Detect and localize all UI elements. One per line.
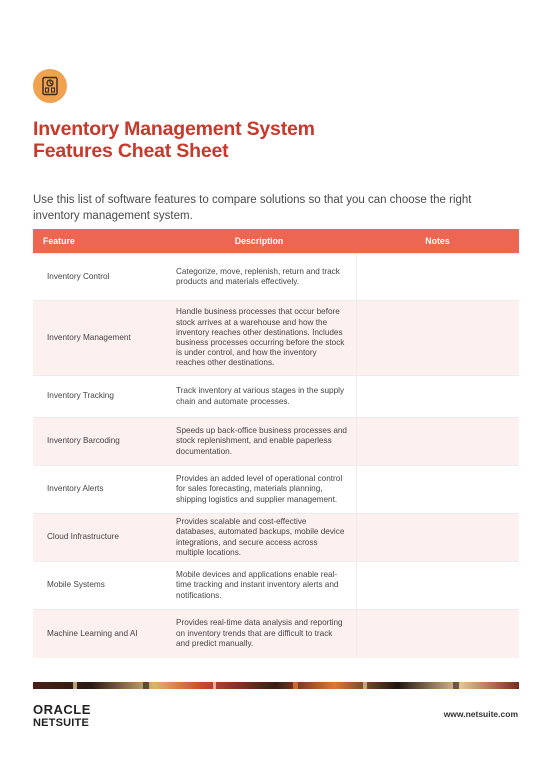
feature-cell: Inventory Control (33, 254, 162, 301)
notes-cell[interactable] (356, 610, 519, 658)
description-cell: Provides real-time data analysis and reporting on inventory trends that are difficult to track and predict manually. (162, 610, 356, 658)
page-title (33, 118, 315, 162)
oracle-netsuite-logo (33, 703, 91, 730)
page-title-line-2: Features Cheat Sheet (33, 140, 229, 162)
description-cell: Provides an added level of operational control for sales forecasting, materials planning, shipping logistics and supplier management. (162, 466, 356, 514)
description-cell: Handle business processes that occur before stock arrives at a warehouse and how the inventory reaches other destinations. Includes business processes occurring before the stock is under control, and how the inventory reaches other destinations. (162, 301, 356, 376)
notes-cell[interactable] (356, 514, 519, 562)
intro-paragraph: Use this list of software features to compare solutions so that you can choose the right inventory management system. (33, 194, 472, 222)
notes-cell[interactable] (356, 254, 519, 301)
table-row (33, 418, 519, 466)
feature-cell: Inventory Alerts (33, 466, 162, 514)
feature-cell: Inventory Management (33, 301, 162, 376)
feature-cell: Machine Learning and AI (33, 610, 162, 658)
logo-line-netsuite: NETSUITE (33, 717, 89, 729)
description-cell: Track inventory at various stages in the supply chain and automate processes. (162, 376, 356, 418)
feature-cell: Mobile Systems (33, 562, 162, 610)
column-header-feature: Feature (33, 229, 162, 254)
table-row (33, 301, 519, 376)
column-header-description: Description (162, 229, 356, 254)
table-row (33, 562, 519, 610)
description-cell: Provides scalable and cost-effective databases, automated backups, mobile device integrations, and secure access across multiple locations. (162, 514, 356, 562)
table-row (33, 466, 519, 514)
notes-cell[interactable] (356, 562, 519, 610)
features-table (33, 229, 519, 658)
table-row (33, 376, 519, 418)
document-chart-icon-graphic (40, 76, 60, 96)
table-row (33, 610, 519, 658)
page-title-line-1: Inventory Management System (33, 118, 315, 140)
table-row (33, 514, 519, 562)
logo-line-oracle: ORACLE (33, 702, 91, 717)
notes-cell[interactable] (356, 376, 519, 418)
feature-cell: Cloud Infrastructure (33, 514, 162, 562)
website-url[interactable]: www.netsuite.com (443, 709, 518, 719)
notes-cell[interactable] (356, 418, 519, 466)
notes-cell[interactable] (356, 301, 519, 376)
description-cell: Mobile devices and applications enable real-time tracking and instant inventory alerts and notifications. (162, 562, 356, 610)
column-header-notes: Notes (356, 229, 519, 254)
decorative-stripe (33, 682, 519, 689)
feature-cell: Inventory Barcoding (33, 418, 162, 466)
feature-cell: Inventory Tracking (33, 376, 162, 418)
notes-cell[interactable] (356, 466, 519, 514)
description-cell: Categorize, move, replenish, return and track products and materials effectively. (162, 254, 356, 301)
document-chart-icon (33, 69, 67, 103)
table-header-row (33, 229, 519, 254)
table-row (33, 254, 519, 301)
description-cell: Speeds up back-office business processes and stock replenishment, and enable paperless documentation. (162, 418, 356, 466)
